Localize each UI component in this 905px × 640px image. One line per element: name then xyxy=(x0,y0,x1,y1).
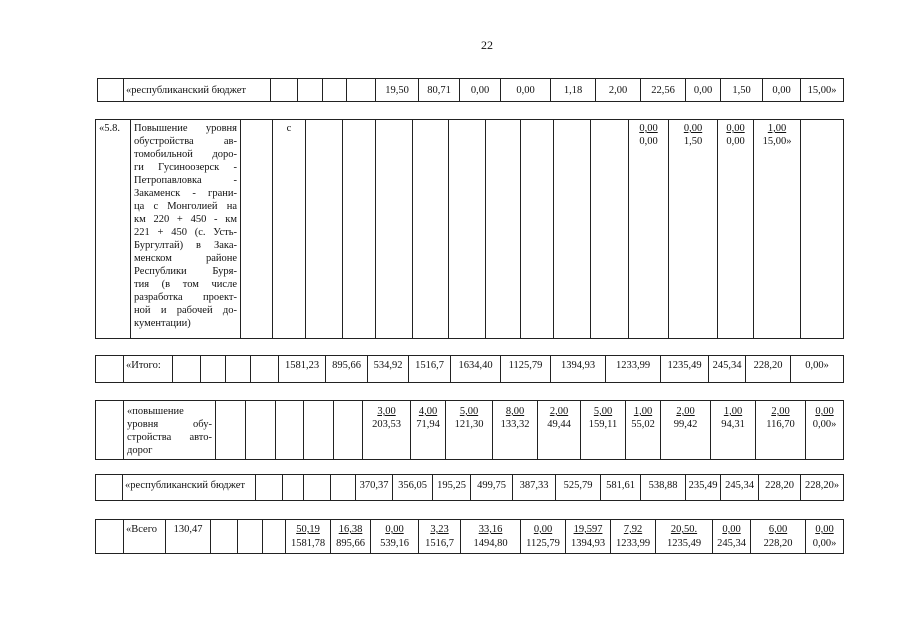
empty-cell xyxy=(376,120,413,339)
value-cell: 356,05 xyxy=(393,475,433,501)
executor-cell: с xyxy=(273,120,306,339)
value-bottom: 121,30 xyxy=(454,419,484,430)
title-line: 221 + 450 (с. Усть- xyxy=(134,227,237,238)
value-top: 4,00 xyxy=(418,406,438,417)
value-top: 8,00 xyxy=(505,406,525,417)
value-cell: 245,34 xyxy=(709,356,746,383)
grand-total-table xyxy=(95,519,844,554)
value-cell xyxy=(581,401,626,460)
empty-cell xyxy=(591,120,629,339)
value-cell xyxy=(411,401,446,460)
empty-cell xyxy=(98,79,124,102)
empty-cell xyxy=(96,356,124,383)
value-cell: 22,56 xyxy=(641,79,686,102)
road-improvement-row xyxy=(96,401,844,460)
value-cell xyxy=(751,520,806,554)
title-line: Республики Буря- xyxy=(134,266,237,277)
empty-cell xyxy=(554,120,591,339)
row-label: «Всего xyxy=(124,520,166,554)
title-line: обустройства ав- xyxy=(134,136,237,147)
value-cell: 1233,99 xyxy=(606,356,661,383)
value-cell: 245,34 xyxy=(721,475,759,501)
value-top: 2,00 xyxy=(676,406,695,417)
value-cell: 2,00 xyxy=(596,79,641,102)
value-top: 20,50. xyxy=(670,524,698,535)
value-bottom: 49,44 xyxy=(547,419,571,430)
value-top: 5,00 xyxy=(593,406,613,417)
value-cell xyxy=(669,120,718,339)
value-cell: 235,49 xyxy=(686,475,721,501)
row-label: «республиканский бюджет xyxy=(124,79,271,102)
value-cell xyxy=(806,520,844,554)
value-top: 0,00 xyxy=(722,524,741,535)
title-line: менском районе xyxy=(134,253,237,264)
empty-cell xyxy=(216,401,246,460)
value-top: 2,00 xyxy=(771,406,790,417)
row-label: «республиканский бюджет xyxy=(123,475,256,501)
empty-cell xyxy=(276,401,304,460)
value-bottom: 203,53 xyxy=(372,419,401,430)
value-top: 0,00 xyxy=(639,123,658,134)
empty-cell xyxy=(306,120,343,339)
empty-cell xyxy=(486,120,521,339)
title-line: тия (в том числе xyxy=(134,279,237,290)
empty-cell xyxy=(211,520,238,554)
empty-cell xyxy=(347,79,376,102)
value-top: 3,00 xyxy=(377,406,396,417)
label-line: дорог xyxy=(127,445,153,456)
value-cell: 228,20 xyxy=(746,356,791,383)
empty-cell xyxy=(271,79,298,102)
value-bottom: 159,11 xyxy=(588,419,618,430)
budget-row xyxy=(96,475,844,501)
value-top: 19,597 xyxy=(573,524,603,535)
value-cell: 0,00 xyxy=(501,79,551,102)
value-top: 0,00 xyxy=(683,123,703,134)
value-cell: 0,00» xyxy=(791,356,844,383)
value-top: 50,19 xyxy=(296,524,320,535)
value-cell: 228,20 xyxy=(759,475,801,501)
empty-cell xyxy=(246,401,276,460)
value-top: 1,00 xyxy=(633,406,653,417)
label-line: стройства авто- xyxy=(127,432,212,443)
budget-row-top xyxy=(98,79,844,102)
total-row xyxy=(96,356,844,383)
value-top: 0,00 xyxy=(815,406,834,417)
empty-cell xyxy=(173,356,201,383)
value-top: 7,92 xyxy=(623,524,643,535)
value-cell xyxy=(611,520,656,554)
value-cell xyxy=(521,520,566,554)
value-bottom: 0,00 xyxy=(726,136,745,147)
title-line: Бургултай) в Зака- xyxy=(134,240,237,251)
value-cell xyxy=(756,401,806,460)
budget-table xyxy=(95,474,844,501)
value-top: 0,00 xyxy=(385,524,404,535)
value-top: 1,00 xyxy=(723,406,743,417)
empty-cell xyxy=(304,401,334,460)
item-title xyxy=(131,120,241,339)
value-cell: 525,79 xyxy=(556,475,601,501)
value-top: 1,00 xyxy=(767,123,787,134)
empty-cell xyxy=(343,120,376,339)
value-cell: 130,47 xyxy=(166,520,211,554)
value-top: 16,38 xyxy=(338,524,363,535)
value-top: 2,00 xyxy=(549,406,569,417)
item-5-8-row xyxy=(96,120,844,339)
value-bottom: 1235,49 xyxy=(666,538,702,549)
empty-cell xyxy=(331,475,356,501)
item-5-8-table xyxy=(95,119,844,339)
label-line: «повышение xyxy=(127,406,184,417)
value-cell xyxy=(461,520,521,554)
value-top: 6,00 xyxy=(768,524,788,535)
value-cell: 1516,7 xyxy=(409,356,451,383)
value-cell xyxy=(446,401,493,460)
empty-cell xyxy=(96,520,124,554)
value-bottom: 539,16 xyxy=(380,538,409,549)
value-cell: 0,00 xyxy=(763,79,801,102)
title-line: ной и рабочей до- xyxy=(134,305,237,316)
label-line: уровня обу- xyxy=(127,419,212,430)
value-cell xyxy=(566,520,611,554)
empty-cell xyxy=(521,120,554,339)
value-bottom: 1233,99 xyxy=(615,538,651,549)
empty-cell xyxy=(263,520,286,554)
value-cell: 15,00» xyxy=(801,79,844,102)
empty-cell xyxy=(96,401,124,460)
value-cell xyxy=(629,120,669,339)
value-cell xyxy=(493,401,538,460)
empty-cell xyxy=(251,356,279,383)
row-label xyxy=(124,401,216,460)
road-improvement-table xyxy=(95,400,844,460)
value-cell xyxy=(661,401,711,460)
value-cell: 581,61 xyxy=(601,475,641,501)
empty-cell xyxy=(241,120,273,339)
value-cell: 19,50 xyxy=(376,79,419,102)
title-line: Петропавловка - xyxy=(134,175,237,186)
value-bottom: 133,32 xyxy=(500,419,530,430)
value-cell xyxy=(626,401,661,460)
title-line: ги Гусиноозерск - xyxy=(134,162,237,173)
title-line: кументации) xyxy=(134,318,191,329)
value-cell xyxy=(718,120,754,339)
value-bottom: 99,42 xyxy=(673,419,698,430)
value-bottom: 1494,80 xyxy=(473,538,508,549)
grand-total-row xyxy=(96,520,844,554)
empty-cell xyxy=(334,401,363,460)
empty-cell xyxy=(283,475,304,501)
value-cell: 387,33 xyxy=(513,475,556,501)
value-cell: 1,50 xyxy=(721,79,763,102)
value-cell xyxy=(713,520,751,554)
value-bottom: 1394,93 xyxy=(570,538,606,549)
value-top: 0,00 xyxy=(815,524,834,535)
empty-cell xyxy=(226,356,251,383)
value-bottom: 15,00» xyxy=(762,136,792,147)
value-cell: 534,92 xyxy=(368,356,409,383)
value-cell: 895,66 xyxy=(326,356,368,383)
row-label: «Итого: xyxy=(124,356,173,383)
value-bottom: 94,31 xyxy=(721,419,745,430)
value-cell xyxy=(419,520,461,554)
value-top: 0,00 xyxy=(533,524,553,535)
value-cell: 499,75 xyxy=(471,475,513,501)
value-top: 3,23 xyxy=(430,524,449,535)
value-bottom: 245,34 xyxy=(717,538,746,549)
value-cell: 1581,23 xyxy=(279,356,326,383)
value-bottom: 228,20 xyxy=(763,538,793,549)
value-cell: 0,00 xyxy=(460,79,501,102)
title-line: км 220 + 450 - км xyxy=(134,214,237,225)
value-cell xyxy=(331,520,371,554)
value-top: 33,16 xyxy=(478,524,503,535)
value-cell xyxy=(371,520,419,554)
title-line: Закаменск - грани- xyxy=(134,188,237,199)
value-cell: 1125,79 xyxy=(501,356,551,383)
value-cell: 228,20» xyxy=(801,475,844,501)
value-cell: 1634,40 xyxy=(451,356,501,383)
value-bottom: 1,50 xyxy=(683,136,703,147)
value-cell: 370,37 xyxy=(356,475,393,501)
value-cell: 0,00 xyxy=(686,79,721,102)
title-line: томобильной доро- xyxy=(134,149,237,160)
value-bottom: 71,94 xyxy=(416,419,440,430)
value-cell: 1,18 xyxy=(551,79,596,102)
value-cell xyxy=(538,401,581,460)
empty-cell xyxy=(298,79,323,102)
empty-cell xyxy=(413,120,449,339)
value-top: 5,00 xyxy=(459,406,479,417)
title-line: Повышение уровня xyxy=(134,123,237,134)
value-cell xyxy=(806,401,844,460)
value-bottom: 55,02 xyxy=(631,419,655,430)
page-number: 22 xyxy=(481,38,493,52)
empty-cell xyxy=(238,520,263,554)
value-bottom: 895,66 xyxy=(336,538,365,549)
budget-row-top-table xyxy=(97,78,844,102)
value-bottom: 116,70 xyxy=(766,419,795,430)
value-bottom: 0,00» xyxy=(812,538,837,549)
value-top: 0,00 xyxy=(726,123,745,134)
value-bottom: 1581,78 xyxy=(290,538,326,549)
value-cell: 1235,49 xyxy=(661,356,709,383)
value-bottom: 1516,7 xyxy=(425,538,454,549)
empty-cell xyxy=(801,120,844,339)
value-bottom: 0,00 xyxy=(639,136,658,147)
value-bottom: 0,00» xyxy=(812,419,837,430)
value-cell xyxy=(754,120,801,339)
title-line: разработка проект- xyxy=(134,292,237,303)
empty-cell xyxy=(96,475,123,501)
empty-cell xyxy=(449,120,486,339)
empty-cell xyxy=(256,475,283,501)
empty-cell xyxy=(323,79,347,102)
value-cell: 1394,93 xyxy=(551,356,606,383)
value-cell: 80,71 xyxy=(419,79,460,102)
value-bottom: 1125,79 xyxy=(526,538,560,549)
value-cell xyxy=(656,520,713,554)
empty-cell xyxy=(304,475,331,501)
value-cell xyxy=(711,401,756,460)
value-cell: 538,88 xyxy=(641,475,686,501)
total-table xyxy=(95,355,844,383)
value-cell xyxy=(286,520,331,554)
empty-cell xyxy=(201,356,226,383)
value-cell: 195,25 xyxy=(433,475,471,501)
title-line: ца с Монголией на xyxy=(134,201,237,212)
item-number: «5.8. xyxy=(96,120,131,339)
value-cell xyxy=(363,401,411,460)
